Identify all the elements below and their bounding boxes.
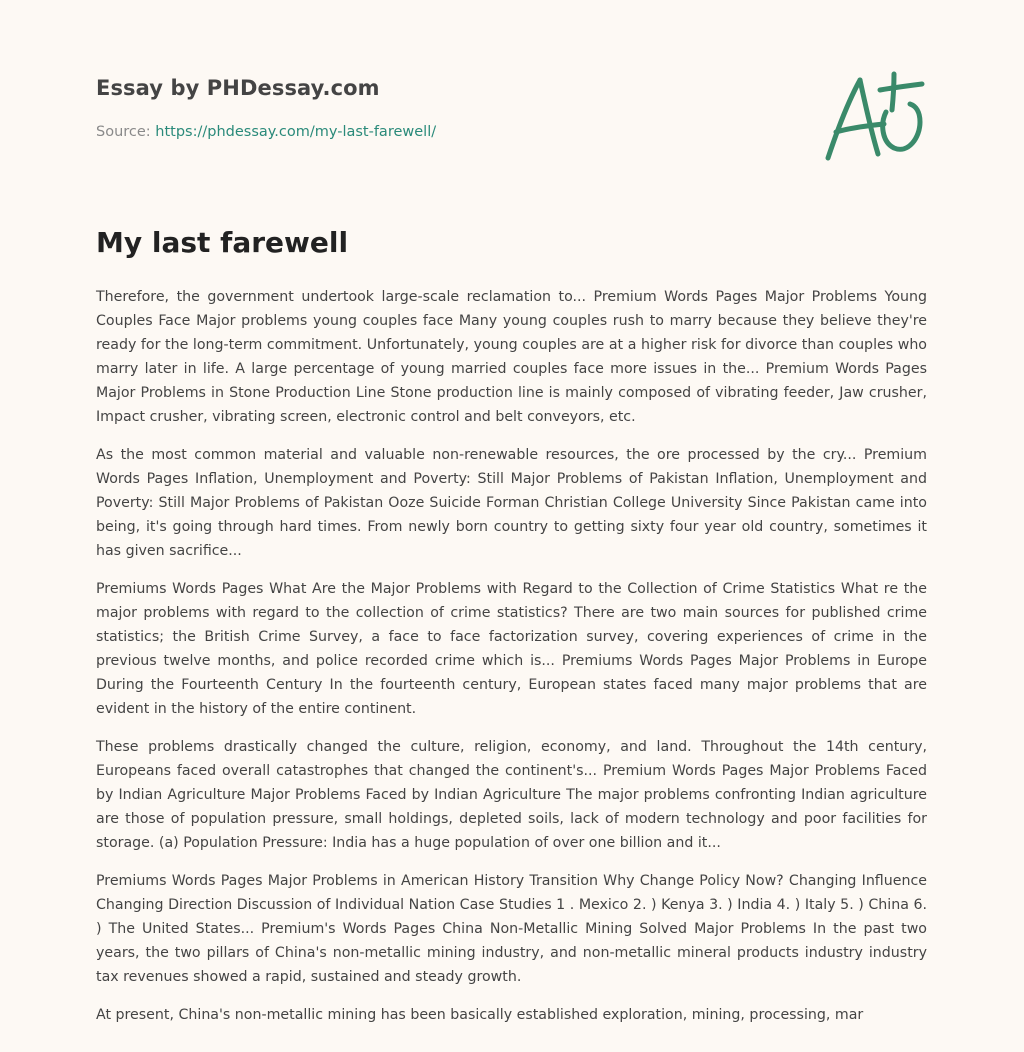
source-label: Source: bbox=[96, 124, 156, 140]
essay-paragraph: As the most common material and valuable non-renewable resources, the ore processed by the cry... Premium Words Pages Inflation, Unemployment and Poverty: Still Major Problems of Pakistan Inflation, Unemployment and Poverty: Still Major Problems of Pakistan Ooze Suicide Forman Christian College University Since Pakistan came into being, it's going through hard times. From newly born country to getting sixty four year old country, sometimes it has given sacrifice... bbox=[96, 447, 927, 559]
essay-paragraph: Premiums Words Pages Major Problems in American History Transition Why Change Policy Now? Changing Influence Changing Direction Discussion of Individual Nation Case Studies 1 . Mexico 2. ) Kenya 3. ) India 4. ) Italy 5. ) China 6. ) The United States... Premium's Words Pages China Non-Metallic Mining Solved Major Problems In the past two years, the two pillars of China's non-metallic mining industry, and non-metallic mineral products industry industry tax revenues showed a rapid, sustained and steady growth. bbox=[96, 873, 927, 985]
essay-paragraph: These problems drastically changed the culture, religion, economy, and land. Throughout the 14th century, Europeans faced overall catastrophes that changed the continent's... Premium Words Pages Major Problems Faced by Indian Agriculture Major Problems Faced by Indian Agriculture The major problems confronting Indian agriculture are those of population pressure, small holdings, depleted soils, lack of modern technology and poor facilities for storage. (a) Population Pressure: India has a huge population of over one billion and it... bbox=[96, 739, 927, 851]
essay-paragraph: Therefore, the government undertook large-scale reclamation to... Premium Words Pages Major Problems Young Couples Face Major problems young couples face Many young couples rush to marry because they believe they're ready for the long-term commitment. Unfortunately, young couples are at a higher risk for divorce than couples who marry later in life. A large percentage of young married couples face more issues in the... Premium Words Pages Major Problems in Stone Production Line Stone production line is mainly composed of vibrating feeder, Jaw crusher, Impact crusher, vibrating screen, electronic control and belt conveyors, etc. bbox=[96, 289, 927, 425]
essay-paragraph: Premiums Words Pages What Are the Major Problems with Regard to the Collection of Crime Statistics What re the major problems with regard to the collection of crime statistics? There are two main sources for published crime statistics; the British Crime Survey, a face to face factorization survey, covering experiences of crime in the previous twelve months, and police recorded crime which is... Premiums Words Pages Major Problems in Europe During the Fourteenth Century In the fourteenth century, European states faced many major problems that are evident in the history of the entire continent. bbox=[96, 581, 927, 717]
source-link[interactable]: https://phdessay.com/my-last-farewell/ bbox=[155, 124, 437, 140]
essay-paragraph: At present, China's non-metallic mining has been basically established exploration, mining, processing, mar bbox=[96, 1007, 864, 1023]
a-plus-logo-icon bbox=[822, 68, 928, 164]
site-title: Essay by PHDessay.com bbox=[96, 76, 380, 100]
essay-body bbox=[96, 285, 927, 1041]
source-line bbox=[96, 124, 436, 140]
essay-title: My last farewell bbox=[96, 226, 349, 259]
